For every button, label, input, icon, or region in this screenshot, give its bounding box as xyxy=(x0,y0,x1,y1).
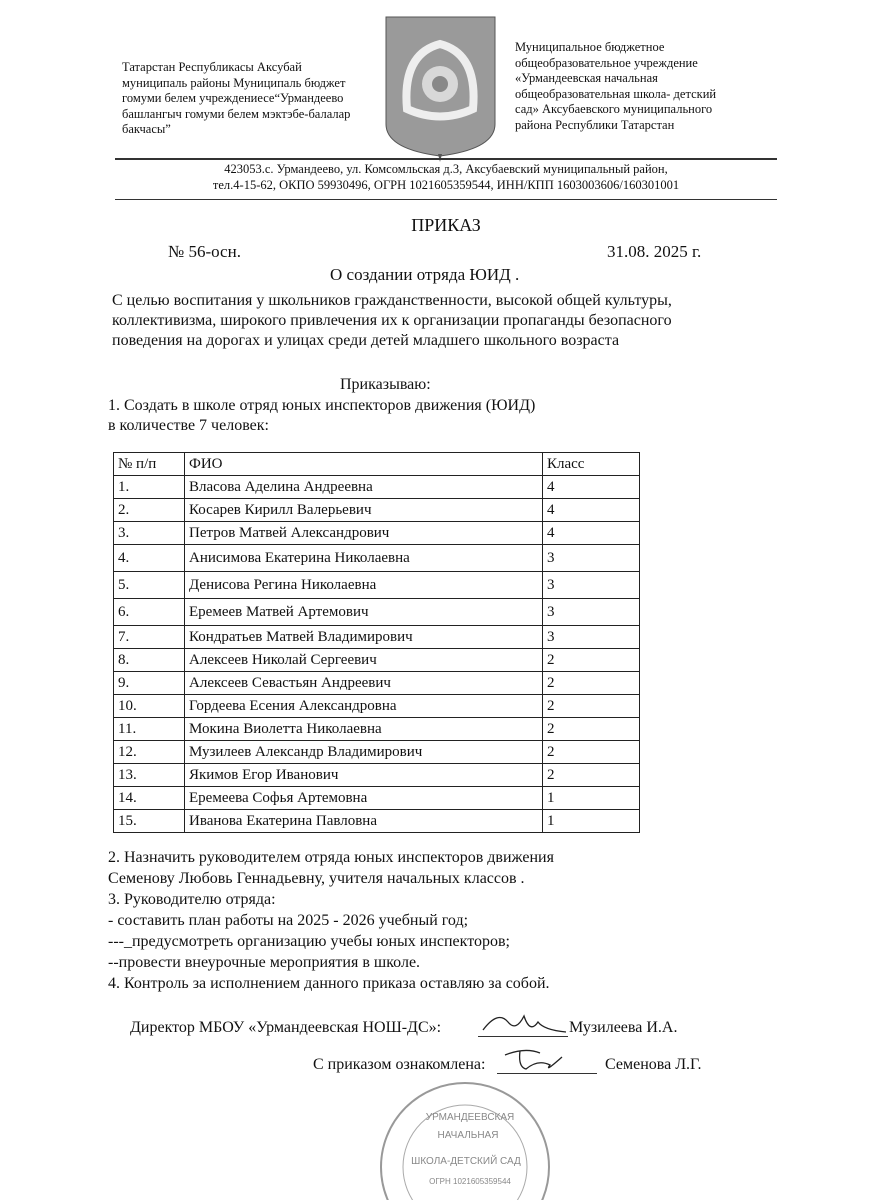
student-name: Алексеев Николай Сергеевич xyxy=(185,649,543,672)
official-stamp xyxy=(378,1080,553,1200)
text-line: 2. Назначить руководителем отряда юных инспекторов движения xyxy=(108,849,554,866)
student-name: Власова Аделина Андреевна xyxy=(185,476,543,499)
ack-signature xyxy=(500,1045,570,1075)
row-number: 2. xyxy=(114,499,185,522)
table-row xyxy=(114,741,640,764)
student-class: 4 xyxy=(543,522,640,545)
text-line: в количестве 7 человек: xyxy=(108,417,269,434)
table-row xyxy=(114,522,640,545)
row-number: 12. xyxy=(114,741,185,764)
stamp-text: ОГРН 1021605359544 xyxy=(429,1177,511,1186)
table-row xyxy=(114,572,640,599)
text-line: --провести внеурочные мероприятия в школе. xyxy=(108,954,421,971)
student-class: 2 xyxy=(543,695,640,718)
student-name: Денисова Регина Николаевна xyxy=(185,572,543,599)
table-row xyxy=(114,787,640,810)
order-number: № 56-осн. xyxy=(168,242,241,261)
order-date: 31.08. 2025 г. xyxy=(607,242,702,261)
student-class: 2 xyxy=(543,741,640,764)
table-row xyxy=(114,476,640,499)
director-signature xyxy=(478,1008,568,1038)
student-class: 2 xyxy=(543,764,640,787)
row-number: 8. xyxy=(114,649,185,672)
header-class: Класс xyxy=(543,453,640,476)
header-line: Татарстан Республикасы Аксубай xyxy=(122,60,302,74)
row-number: 14. xyxy=(114,787,185,810)
director-signature-line xyxy=(478,1036,568,1037)
text-line: поведения на дорогах и улицах среди детей младшего школьного возраста xyxy=(112,332,620,349)
row-number: 4. xyxy=(114,545,185,572)
ack-signature-line xyxy=(497,1073,597,1074)
table-header-row xyxy=(114,453,640,476)
header-number: № п/п xyxy=(114,453,185,476)
table-row xyxy=(114,499,640,522)
table-row xyxy=(114,695,640,718)
table-row xyxy=(114,545,640,572)
student-name: Кондратьев Матвей Владимирович xyxy=(185,626,543,649)
address-line: тел.4-15-62, ОКПО 59930496, ОГРН 1021605359544, ИНН/КПП 1603003606/160301001 xyxy=(212,177,680,192)
student-name: Анисимова Екатерина Николаевна xyxy=(185,545,543,572)
table-row xyxy=(114,718,640,741)
student-name: Еремеева Софья Артемовна xyxy=(185,787,543,810)
order-items-2-4 xyxy=(108,847,554,994)
order-title: О создании отряда ЮИД . xyxy=(330,265,520,284)
row-number: 6. xyxy=(114,599,185,626)
header-right-org xyxy=(515,40,716,133)
row-number: 9. xyxy=(114,672,185,695)
text-line: Семенову Любовь Геннадьевну, учителя начальных классов . xyxy=(108,870,525,887)
student-name: Алексеев Севастьян Андреевич xyxy=(185,672,543,695)
director-label: Директор МБОУ «Урмандеевская НОШ-ДС»: xyxy=(130,1019,442,1036)
header-line: муниципаль районы Муниципаль бюджет xyxy=(122,75,346,90)
row-number: 10. xyxy=(114,695,185,718)
header-line: бакчасы” xyxy=(122,122,171,136)
table-row xyxy=(114,626,640,649)
text-line: 3. Руководителю отряда: xyxy=(108,891,276,908)
director-name: Музилеева И.А. xyxy=(569,1019,678,1036)
header-name: ФИО xyxy=(185,453,543,476)
header-line: района Республики Татарстан xyxy=(515,117,675,132)
preamble xyxy=(112,291,672,351)
header-divider xyxy=(115,158,777,160)
table-row xyxy=(114,764,640,787)
student-name: Косарев Кирилл Валерьевич xyxy=(185,499,543,522)
item-1 xyxy=(108,396,535,436)
student-name: Музилеев Александр Владимирович xyxy=(185,741,543,764)
student-class: 3 xyxy=(543,626,640,649)
student-class: 3 xyxy=(543,599,640,626)
text-line: 4. Контроль за исполнением данного приказа оставляю за собой. xyxy=(108,975,550,992)
student-name: Иванова Екатерина Павловна xyxy=(185,810,543,833)
row-number: 11. xyxy=(114,718,185,741)
doc-type: ПРИКАЗ xyxy=(411,215,481,235)
text-line: - составить план работы на 2025 - 2026 учебный год; xyxy=(108,912,469,929)
table-row xyxy=(114,672,640,695)
student-class: 1 xyxy=(543,810,640,833)
student-class: 4 xyxy=(543,499,640,522)
table-row xyxy=(114,649,640,672)
table-row xyxy=(114,810,640,833)
text-line: коллективизма, широкого привлечения их к организации пропаганды безопасного xyxy=(112,312,672,329)
stamp-text: НАЧАЛЬНАЯ xyxy=(437,1130,499,1141)
student-class: 1 xyxy=(543,787,640,810)
text-line: ---_предусмотреть организацию учебы юных инспекторов; xyxy=(108,933,510,950)
ack-label: С приказом ознакомлена: xyxy=(313,1056,486,1073)
stamp-text: ШКОЛА-ДЕТСКИЙ САД xyxy=(411,1156,521,1167)
header-line: Муниципальное бюджетное xyxy=(515,40,665,54)
address-block xyxy=(115,162,777,193)
ack-name: Семенова Л.Г. xyxy=(605,1056,702,1073)
student-class: 2 xyxy=(543,649,640,672)
text-line: 1. Создать в школе отряд юных инспекторов движения (ЮИД) xyxy=(108,397,536,414)
coat-of-arms-emblem xyxy=(383,14,498,162)
table-row xyxy=(114,599,640,626)
header-line: «Урмандеевская начальная xyxy=(515,71,658,85)
row-number: 5. xyxy=(114,572,185,599)
text-line: С целью воспитания у школьников гражданственности, высокой общей культуры, xyxy=(112,292,672,309)
header-line: сад» Аксубаевского муниципального xyxy=(515,102,713,116)
student-class: 3 xyxy=(543,545,640,572)
student-class: 2 xyxy=(543,718,640,741)
row-number: 7. xyxy=(114,626,185,649)
student-class: 3 xyxy=(543,572,640,599)
row-number: 13. xyxy=(114,764,185,787)
student-class: 2 xyxy=(543,672,640,695)
stamp-text: УРМАНДЕЕВСКАЯ xyxy=(425,1112,515,1123)
order-word: Приказываю: xyxy=(340,376,431,393)
header-left-org xyxy=(122,60,350,138)
row-number: 1. xyxy=(114,476,185,499)
address-line: 423053.с. Урмандеево, ул. Комсомльская д.3, Аксубаевский муниципальный район, xyxy=(224,162,668,176)
header-line: общеобразовательное учреждение xyxy=(515,55,698,70)
student-name: Гордеева Есения Александровна xyxy=(185,695,543,718)
header-line: общеобразовательная школа- детский xyxy=(515,86,717,101)
row-number: 15. xyxy=(114,810,185,833)
student-name: Петров Матвей Александрович xyxy=(185,522,543,545)
row-number: 3. xyxy=(114,522,185,545)
header-line: гомуми белем учреждениесе“Урмандеево xyxy=(122,91,344,105)
header-line: башлангыч гомуми белем мэктэбе-балалар xyxy=(122,106,351,121)
address-divider xyxy=(115,199,777,200)
student-name: Еремеев Матвей Артемович xyxy=(185,599,543,626)
students-table xyxy=(113,452,640,833)
student-name: Якимов Егор Иванович xyxy=(185,764,543,787)
student-name: Мокина Виолетта Николаевна xyxy=(185,718,543,741)
student-class: 4 xyxy=(543,476,640,499)
